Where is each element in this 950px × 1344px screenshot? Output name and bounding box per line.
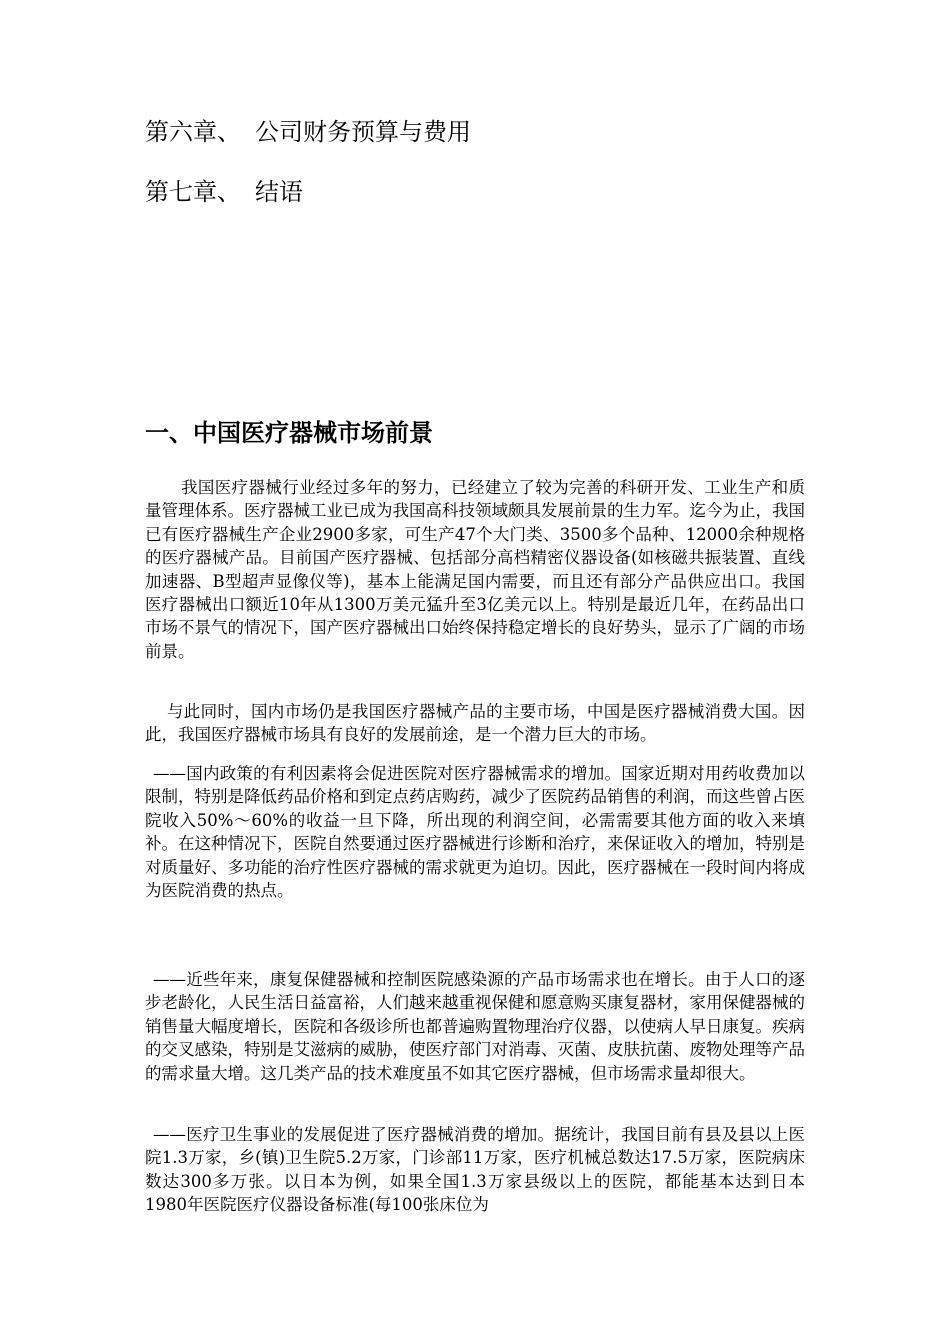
toc-chapter-number: 第七章、 [145,178,241,206]
toc-chapter-title: 结语 [255,178,303,206]
toc-entry-chapter-6 [145,116,471,148]
toc-chapter-number: 第六章、 [145,118,241,146]
body-paragraph: ——医疗卫生事业的发展促进了医疗器械消费的增加。据统计，我国目前有县及县以上医院1.3万家，乡(镇)卫生院5.2万家，门诊部11万家，医疗机械总数达17.5万家，医院病床数达300多万张。以日本为例，如果全国1.3万家县级以上的医院，都能基本达到日本1980年医院医疗仪器设备标准(每100张床位为 [145,1125,805,1215]
body-paragraph: ——国内政策的有利因素将会促进医院对医疗器械需求的增加。国家近期对用药收费加以限制，特别是降低药品价格和到定点药店购药，减少了医院药品销售的利润，而这些曾占医院收入50%～60%的收益一旦下降，所出现的利润空间，必需需要其他方面的收入来填补。在这种情况下，医院自然要通过医疗器械进行诊断和治疗，来保证收入的增加，特别是对质量好、多功能的治疗性医疗器械的需求就更为迫切。因此，医疗器械在一段时间内将成为医院消费的热点。 [145,764,805,901]
toc-entry-chapter-7 [145,176,303,208]
toc-chapter-title: 公司财务预算与费用 [255,118,471,146]
body-paragraph: 与此同时，国内市场仍是我国医疗器械产品的主要市场，中国是医疗器械消费大国。因此，我国医疗器械市场具有良好的发展前途，是一个潜力巨大的市场。 [145,702,805,745]
section-heading: 一、中国医疗器械市场前景 [145,418,433,447]
body-paragraph: 我国医疗器械行业经过多年的努力，已经建立了较为完善的科研开发、工业生产和质量管理体系。医疗器械工业已成为我国高科技领域颇具发展前景的生力军。迄今为止，我国已有医疗器械生产企业2900多家，可生产47个大门类、3500多个品种、12000余种规格的医疗器械产品。目前国产医疗器械、包括部分高档精密仪器设备(如核磁共振装置、直线加速器、B型超声显像仪等)，基本上能满足国内需要，而且还有部分产品供应出口。我国医疗器械出口额近10年从1300万美元猛升至3亿美元以上。特别是最近几年，在药品出口市场不景气的情况下，国产医疗器械出口始终保持稳定增长的良好势头，显示了广阔的市场前景。 [145,478,805,661]
body-paragraph: ——近些年来，康复保健器械和控制医院感染源的产品市场需求也在增长。由于人口的逐步老龄化，人民生活日益富裕，人们越来越重视保健和愿意购买康复器材，家用保健器械的销售量大幅度增长，医院和各级诊所也都普遍购置物理治疗仪器，以使病人早日康复。疾病的交叉感染，特别是艾滋病的威胁，使医疗部门对消毒、灭菌、皮肤抗菌、废物处理等产品的需求量大增。这几类产品的技术难度虽不如其它医疗器械，但市场需求量却很大。 [145,970,805,1083]
